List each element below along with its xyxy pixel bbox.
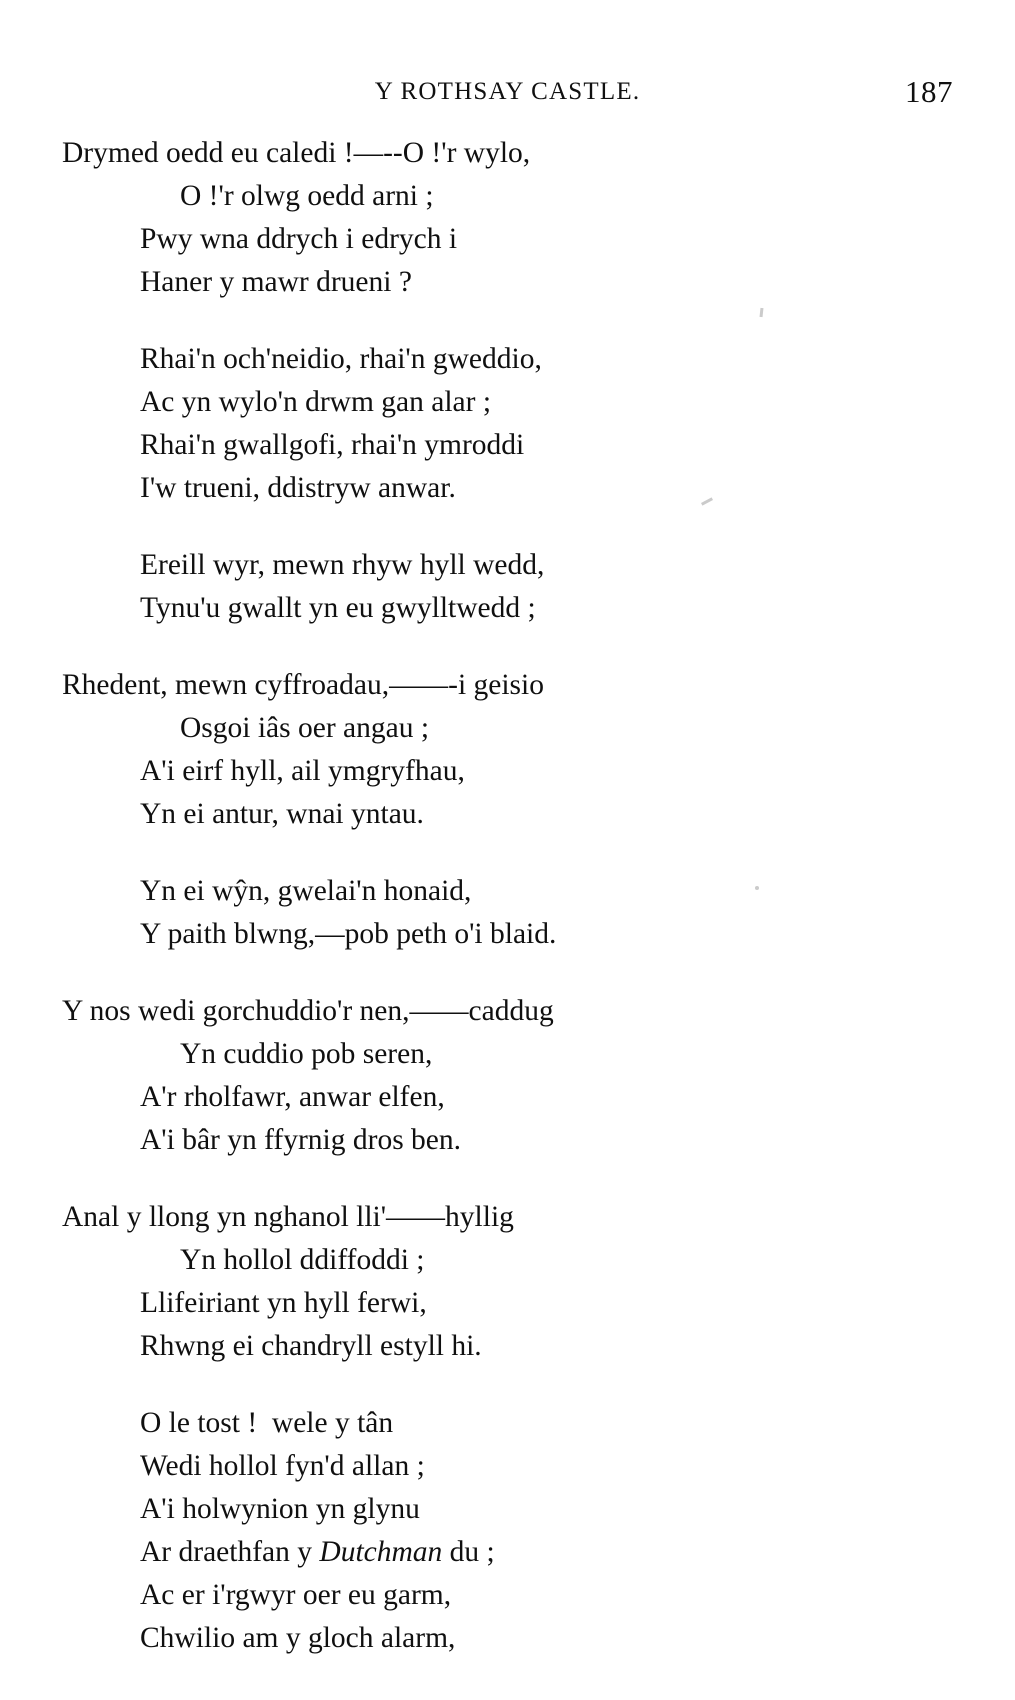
stanza <box>0 1196 1015 1368</box>
poem-line: Ac yn wylo'n drwm gan alar ; <box>140 386 492 418</box>
poem-line: Tynu'u gwallt yn eu gwylltwedd ; <box>140 592 536 624</box>
poem-line: A'i bâr yn ffyrnig dros ben. <box>140 1124 462 1156</box>
poem-line: Rhai'n gwallgofi, rhai'n ymroddi <box>140 429 525 461</box>
poem-line: O !'r olwg oedd arni ; <box>180 180 434 212</box>
stanza <box>0 338 1015 510</box>
stanza <box>0 1402 1015 1660</box>
poem-line: Yn hollol ddiffoddi ; <box>180 1244 425 1276</box>
poem-line: Ereill wyr, mewn rhyw hyll wedd, <box>140 549 545 581</box>
stanza <box>0 990 1015 1162</box>
poem-line: I'w trueni, ddistryw anwar. <box>140 472 456 504</box>
scan-speck <box>755 886 759 890</box>
poem-line: Rhai'n och'neidio, rhai'n gweddio, <box>140 343 542 375</box>
poem-line: Ar draethfan y Dutchman du ; <box>140 1536 495 1568</box>
poem-line: Y nos wedi gorchuddio'r nen,——caddug <box>62 995 554 1027</box>
poem-line: Y paith blwng,—pob peth o'i blaid. <box>140 918 557 950</box>
running-head: Y ROTHSAY CASTLE. <box>374 78 641 105</box>
poem-line: Yn ei antur, wnai yntau. <box>140 798 424 830</box>
page-header <box>0 74 1015 114</box>
poem-line: Anal y llong yn nghanol lli'——hyllig <box>62 1201 514 1233</box>
poem-line: O le tost ! wele y tân <box>140 1407 394 1439</box>
poem-body <box>0 132 1015 1694</box>
poem-line: Haner y mawr drueni ? <box>140 266 412 298</box>
poem-line: A'i eirf hyll, ail ymgryfhau, <box>140 755 465 787</box>
stanza <box>0 664 1015 836</box>
poem-line: Yn cuddio pob seren, <box>180 1038 433 1070</box>
poem-line: Chwilio am y gloch alarm, <box>140 1622 456 1654</box>
poem-line: Drymed oedd eu caledi !—--O !'r wylo, <box>62 137 531 169</box>
poem-line: Yn ei wŷn, gwelai'n honaid, <box>140 875 472 907</box>
poem-line: Rhwng ei chandryll estyll hi. <box>140 1330 482 1362</box>
stanza <box>0 132 1015 304</box>
poem-line: Wedi hollol fyn'd allan ; <box>140 1450 425 1482</box>
poem-line: A'r rholfawr, anwar elfen, <box>140 1081 445 1113</box>
stanza <box>0 544 1015 630</box>
poem-line: A'i holwynion yn glynu <box>140 1493 420 1525</box>
poem-line: Ac er i'rgwyr oer eu garm, <box>140 1579 452 1611</box>
stanza <box>0 870 1015 956</box>
poem-line: Pwy wna ddrych i edrych i <box>140 223 458 255</box>
poem-line: Rhedent, mewn cyffroadau,——-i geisio <box>62 669 544 701</box>
poem-line: Llifeiriant yn hyll ferwi, <box>140 1287 427 1319</box>
page-number: 187 <box>905 74 953 109</box>
italic-word: Dutchman <box>319 1536 443 1568</box>
poem-line: Osgoi iâs oer angau ; <box>180 712 430 744</box>
